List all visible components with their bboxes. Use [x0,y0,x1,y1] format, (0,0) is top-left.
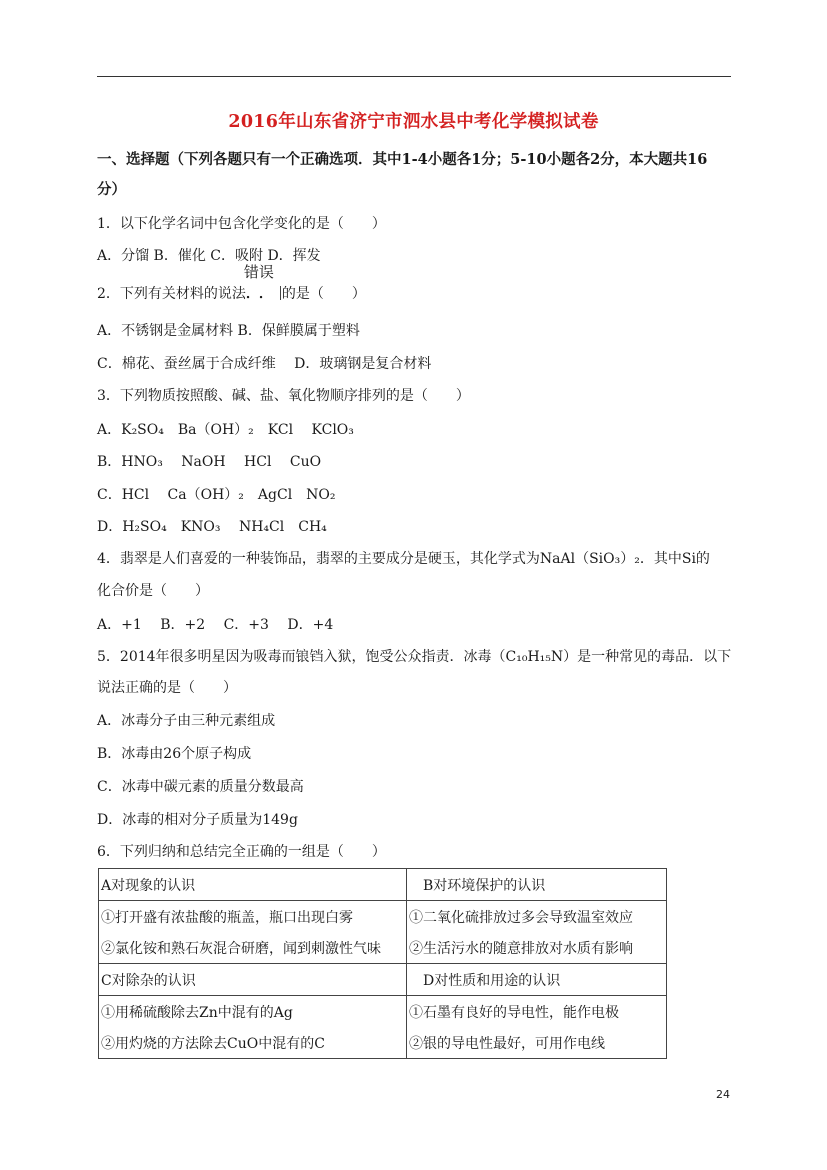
table-row [99,869,667,901]
table-cell: B对环境保护的认识 [407,869,667,901]
q4-stem-line1: 4．翡翠是人们喜爱的一种装饰品，翡翠的主要成分是硬玉，其化学式为NaAl（SiO₃）₂．其中Si的 [97,551,710,567]
q2-stem-after: 的是（ ） [281,286,366,302]
q2-stem-before: 2．下列有关材料的说法 [97,286,246,302]
text-cursor-mark [280,286,281,300]
q2-options-ab: A．不锈钢是金属材料 B．保鲜膜属于塑料 [97,323,360,339]
table-cell: ②银的导电性最好，可用作电线 [407,1027,667,1059]
q6-table [98,868,667,1059]
q2-emphasis-word: 错误 [243,263,274,281]
table-cell: ①二氧化硫排放过多会导致温室效应 [407,901,667,933]
q5-stem-line1: 5．2014年很多明星因为吸毒而锒铛入狱，饱受公众指责．冰毒（C₁₀H₁₅N）是一种常见的毒品．以下 [97,649,732,665]
table-cell: D对性质和用途的认识 [407,964,667,996]
q2-options-cd: C．棉花、蚕丝属于合成纤维 D．玻璃钢是复合材料 [97,356,432,372]
table-cell: A对现象的认识 [99,869,407,901]
table-row [99,1027,667,1059]
q3-option-b: B．HNO₃ NaOH HCl CuO [97,454,322,470]
table-cell: ①用稀硫酸除去Zn中混有的Ag [99,996,407,1028]
q1-stem: 1．以下化学名词中包含化学变化的是（ ） [97,216,386,232]
table-cell: ②生活污水的随意排放对水质有影响 [407,932,667,964]
q4-options: A．+1 B．+2 C．+3 D．+4 [97,617,334,633]
section-heading-line1: 一、选择题（下列各题只有一个正确选项．其中1-4小题各1分；5-10小题各2分，本大题共16 [97,151,708,168]
q3-option-c: C．HCl Ca（OH）₂ AgCl NO₂ [97,487,336,503]
section-heading-line2: 分） [97,181,126,198]
header-rule [97,76,731,77]
q2-emphasis [243,263,279,304]
table-row [99,932,667,964]
q4-stem-line2: 化合价是（ ） [97,583,209,599]
q5-option-d: D．冰毒的相对分子质量为149g [97,812,298,828]
q2-emphasis-dots: ．． [245,286,279,302]
table-row [99,964,667,996]
q6-stem: 6．下列归纳和总结完全正确的一组是（ ） [97,844,386,860]
page-title: 2016年山东省济宁市泗水县中考化学模拟试卷 [228,112,599,132]
table-cell: ①打开盛有浓盐酸的瓶盖，瓶口出现白雾 [99,901,407,933]
table-cell: ②用灼烧的方法除去CuO中混有的C [99,1027,407,1059]
q3-option-a: A．K₂SO₄ Ba（OH）₂ KCl KClO₃ [97,422,354,438]
q5-stem-line2: 说法正确的是（ ） [97,680,237,696]
table-cell: C对除杂的认识 [99,964,407,996]
table-cell: ②氯化铵和熟石灰混合研磨，闻到刺激性气味 [99,932,407,964]
q5-option-a: A．冰毒分子由三种元素组成 [97,713,276,729]
q1-options: A．分馏 B．催化 C．吸附 D．挥发 [97,248,321,264]
q5-option-c: C．冰毒中碳元素的质量分数最高 [97,779,304,795]
q2-stem [97,263,366,304]
table-cell: ①石墨有良好的导电性，能作电极 [407,996,667,1028]
q5-option-b: B．冰毒由26个原子构成 [97,746,252,762]
q3-option-d: D．H₂SO₄ KNO₃ NH₄Cl CH₄ [97,519,327,535]
page-number: 24 [716,1088,730,1101]
table-row [99,901,667,933]
q3-stem: 3．下列物质按照酸、碱、盐、氧化物顺序排列的是（ ） [97,388,470,404]
table-row [99,996,667,1028]
